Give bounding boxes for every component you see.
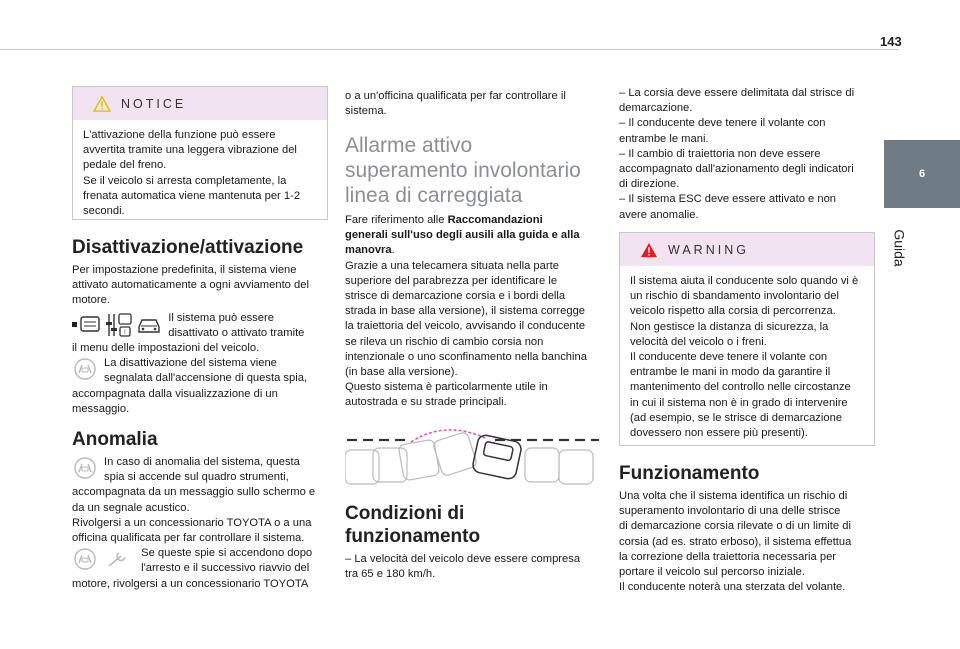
warning-body [620,266,874,449]
heading-line: funzionamento [345,526,481,547]
list-item: accompagnato dall'azionamento degli indicatori [619,163,854,176]
list-item: – Il sistema ESC deve essere attivato e non [619,193,837,206]
text-line: motore, rivolgersi a un concessionario TOYOTA [72,577,309,590]
car-outline-icon [136,315,162,335]
text-line: superiore del parabrezza per identificare le [345,274,558,287]
heading-funzionamento: Funzionamento [619,463,760,484]
heading-line: linea di carreggiata [345,184,523,207]
text-line: motore. [72,294,110,307]
warning-box [619,232,875,446]
text-line: l'arresto e il successivo riavvio del [141,562,310,575]
warning-line: veicolo rispetto alla corsia di percorrenza. [630,305,836,318]
text-line: corsia (ad es. strato erboso), il sistema effettua [619,535,852,548]
svg-text:!: ! [124,329,126,336]
section-funzionamento [619,462,875,595]
settings-icon-group [72,312,162,338]
heading-line: Condizioni di [345,503,465,524]
lane-warning-lamp-icon [72,357,98,381]
text-line: di demarcazione corsia rilevate o di un limite di [619,520,851,533]
text-line: Rivolgersi a un concessionario TOYOTA o a una [72,516,312,529]
text-line: Il sistema può essere [168,311,274,324]
ref-link[interactable]: manovra [345,244,392,257]
heading-disattivazione: Disattivazione/attivazione [72,237,304,258]
settings-sliders-icon [105,312,133,338]
warning-line: velocità del veicolo o i freni. [630,335,767,348]
header-rule [0,49,898,50]
section-condizioni [345,502,601,582]
wrench-icon [101,548,135,570]
section-anomalia [72,428,328,592]
condition-list [619,86,875,223]
text-line: intenzionale o uno sconfinamento nella banchina [345,350,587,363]
warning-line: Non gestisce la distanza di sicurezza, la [630,320,829,333]
text-line: portare il veicolo sul percorso iniziale. [619,566,805,579]
chapter-label [880,208,920,288]
list-item: demarcazione. [619,102,693,115]
notice-title: NOTICE [121,96,187,111]
text-line: la traiettoria del veicolo, avvisando il conducente [345,320,586,333]
text-line: accompagnata da un messaggio sullo schermo e [72,486,316,499]
list-item: di direzione. [619,178,680,191]
warning-triangle-icon [640,242,658,258]
text-line: strisce di demarcazione corsia e i bordi della [345,290,566,303]
notice-box [72,86,328,220]
warning-line: mantenimento del controllo nelle circostanze [630,381,851,394]
notice-line: pedale del freno. [83,159,167,172]
text-line: Questo sistema è particolarmente utile in [345,381,548,394]
warning-line: Il conducente deve tenere il volante con [630,351,828,364]
lane-assist-body [345,213,601,411]
text-line: superamento involontario di una delle strisce [619,505,841,518]
lane-departure-illustration [345,422,601,492]
warning-line: in cui il sistema non è in grado di intervenire [630,396,848,409]
vehicle-trail-right [525,448,593,484]
text-line: da un segnale acustico. [72,501,190,514]
warning-header [620,233,874,266]
warning-line: dovessero non essere più presenti). [630,427,808,440]
text-line: disattivato o attivato tramite [168,326,305,339]
warning-line: entrambe le mani in modo da garantire il [630,366,831,379]
text-line: o a un'officina qualificata per far controllare il [345,90,566,102]
heading-anomalia: Anomalia [72,429,158,450]
text-line: messaggio. [72,402,130,415]
text-line: segnalata dall'accensione di questa spia, [104,372,308,385]
heading-line: superamento involontario [345,159,581,182]
text-line: attivato automaticamente a ogni avviamento del [72,279,309,292]
warning-line: un rischio di sbandamento involontario del [630,290,839,303]
warning-line: (ad esempio, se le strisce di demarcazione [630,411,843,424]
text-line: spia si accende sul quadro strumenti, [104,471,289,484]
notice-line: Se il veicolo si arresta completamente, la [83,174,287,187]
list-item: – Il conducente deve tenere il volante con [619,117,826,130]
list-item: avere anomalie. [619,208,699,221]
heading-line: Allarme attivo [345,134,473,157]
text-line: Se queste spie si accendono dopo [141,547,313,560]
notice-line: L'attivazione della funzione può essere [83,129,276,141]
list-item: – La corsia deve essere delimitata dal strisce di [619,87,855,99]
warning-zone-arc [411,430,485,442]
text-line: se rileva un rischio di cambio corsia non [345,335,544,348]
lane-warning-lamp-icon [72,456,98,480]
warning-title: WARNING [668,242,749,257]
heading-lane-assist [345,133,601,208]
text-line: – La velocità del veicolo deve essere compresa [345,553,581,565]
ref-prefix: Fare riferimento alle [345,214,448,226]
chapter-tab[interactable] [884,140,960,208]
text-line: officina qualificata per far controllare il sistema. [72,532,305,545]
page-number: 143 [880,34,902,49]
anomalia-lamp-group [72,456,98,480]
text-line: strada in base alla versione), il sistema corregge [345,305,586,318]
chapter-number: 6 [918,168,926,180]
notice-header [73,87,327,120]
text-line: il menu delle impostazioni del veicolo. [72,342,260,355]
warning-lamp-group [72,357,98,381]
notice-line: secondi. [83,205,125,218]
text-line: Per impostazione predefinita, il sistema viene [72,264,297,276]
text-line: la correzione della traiettoria necessaria per [619,550,837,563]
text-line: (in base alla versione). [345,366,458,379]
text-line: accompagnata dalla visualizzazione di un [72,387,278,400]
notice-line: frenata automatica viene mantenuta per 1-2 [83,189,301,202]
list-item: entrambe le mani. [619,132,709,145]
car-menu-icon [72,314,102,336]
ref-suffix: . [391,244,395,257]
caution-triangle-icon [93,96,111,112]
text-line: Una volta che il sistema identifica un rischio di [619,490,848,502]
text-line: Il conducente noterà una sterzata del volante. [619,581,846,594]
text-line: Grazie a una telecamera situata nella parte [345,259,559,272]
text-line: tra 65 e 180 km/h. [345,568,436,581]
chapter-title: Guida [891,229,908,267]
list-item: – Il cambio di traiettoria non deve essere [619,147,821,160]
ref-link[interactable]: Raccomandazioni [447,214,543,226]
lane-warning-lamp-icon [72,547,98,571]
anomalia-lamps-group [72,547,135,571]
text-line: sistema. [345,105,387,118]
notice-body [73,120,327,227]
text-line: In caso di anomalia del sistema, questa [104,456,300,468]
ref-link[interactable]: generali sull'uso degli ausili alla guida e alla [345,229,580,242]
text-line: La disattivazione del sistema viene [104,357,277,370]
text-line: autostrada e su strade principali. [345,396,507,409]
notice-line: avvertita tramite una leggera vibrazione del [83,144,297,157]
warning-line: Il sistema aiuta il conducente solo quando vi è [630,275,859,287]
section-disattivazione [72,236,328,417]
